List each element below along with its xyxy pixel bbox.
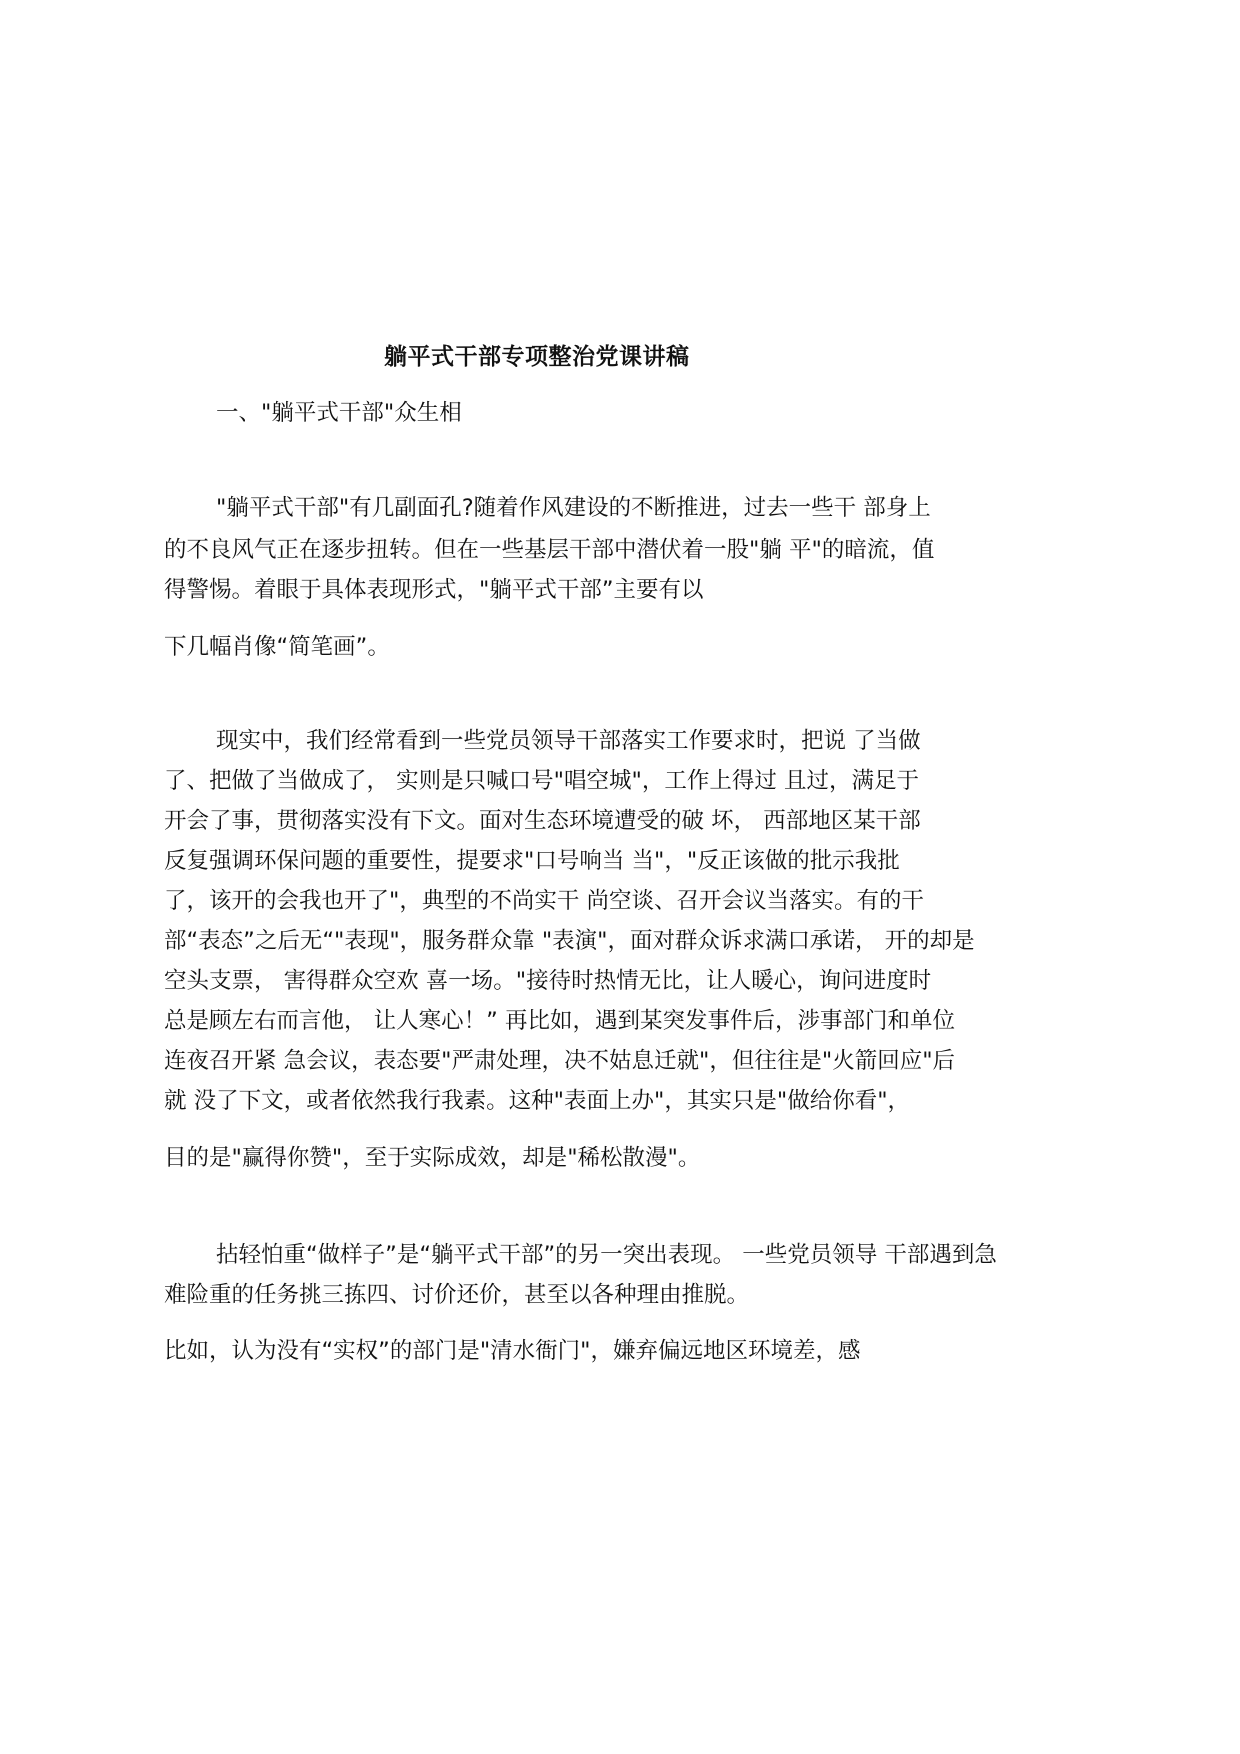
paragraph-line: 开会了事，贯彻落实没有下文。面对生态环境遭受的破 坏， 西部地区某干部 xyxy=(164,808,921,834)
paragraph-line: 反复强调环保问题的重要性，提要求"口号响当 当"，"反正该做的批示我批 xyxy=(164,848,900,874)
paragraph-line: 目的是"赢得你赞"，至于实际成效，却是"稀松散漫"。 xyxy=(164,1145,701,1171)
paragraph-line: 拈轻怕重“做样子”是“躺平式干部”的另一突出表现。 一些党员领导 干部遇到急 xyxy=(216,1242,997,1268)
paragraph-line: 部“表态”之后无“"表现"，服务群众靠 "表演"，面对群众诉求满口承诺， 开的却是 xyxy=(164,928,975,954)
paragraph-line: 空头支票， 害得群众空欢 喜一场。"接待时热情无比，让人暖心，询问进度时 xyxy=(164,968,932,994)
paragraph-line: "躺平式干部"有几副面孔?随着作风建设的不断推进，过去一些干 部身上 xyxy=(216,495,931,521)
paragraph-line: 了、把做了当做成了， 实则是只喊口号"唱空城"，工作上得过 且过，满足于 xyxy=(164,768,920,794)
paragraph-line: 下几幅肖像“简笔画”。 xyxy=(164,634,390,660)
paragraph-line: 现实中，我们经常看到一些党员领导干部落实工作要求时，把说 了当做 xyxy=(216,728,921,754)
paragraph-line: 就 没了下文，或者依然我行我素。这种"表面上办"，其实只是"做给你看"， xyxy=(164,1088,911,1114)
paragraph-line: 比如，认为没有“实权”的部门是"清水衙门"，嫌弃偏远地区环境差，感 xyxy=(164,1338,861,1364)
paragraph-line: 连夜召开紧 急会议，表态要"严肃处理，决不姑息迁就"，但往往是"火箭回应"后 xyxy=(164,1048,956,1074)
paragraph-line: 总是顾左右而言他， 让人寒心！” 再比如，遇到某突发事件后，涉事部门和单位 xyxy=(164,1008,955,1034)
document-title: 躺平式干部专项整治党课讲稿 xyxy=(384,344,690,370)
paragraph-line: 了，该开的会我也开了"，典型的不尚实干 尚空谈、召开会议当落实。有的干 xyxy=(164,888,925,914)
section-heading: 一、"躺平式干部"众生相 xyxy=(216,400,462,426)
paragraph-line: 的不良风气正在逐步扭转。但在一些基层干部中潜伏着一股"躺 平"的暗流，值 xyxy=(164,537,935,563)
paragraph-line: 得警惕。着眼于具体表现形式，"躺平式干部”主要有以 xyxy=(164,577,704,603)
paragraph-line: 难险重的任务挑三拣四、讨价还价，甚至以各种理由推脱。 xyxy=(164,1282,750,1308)
